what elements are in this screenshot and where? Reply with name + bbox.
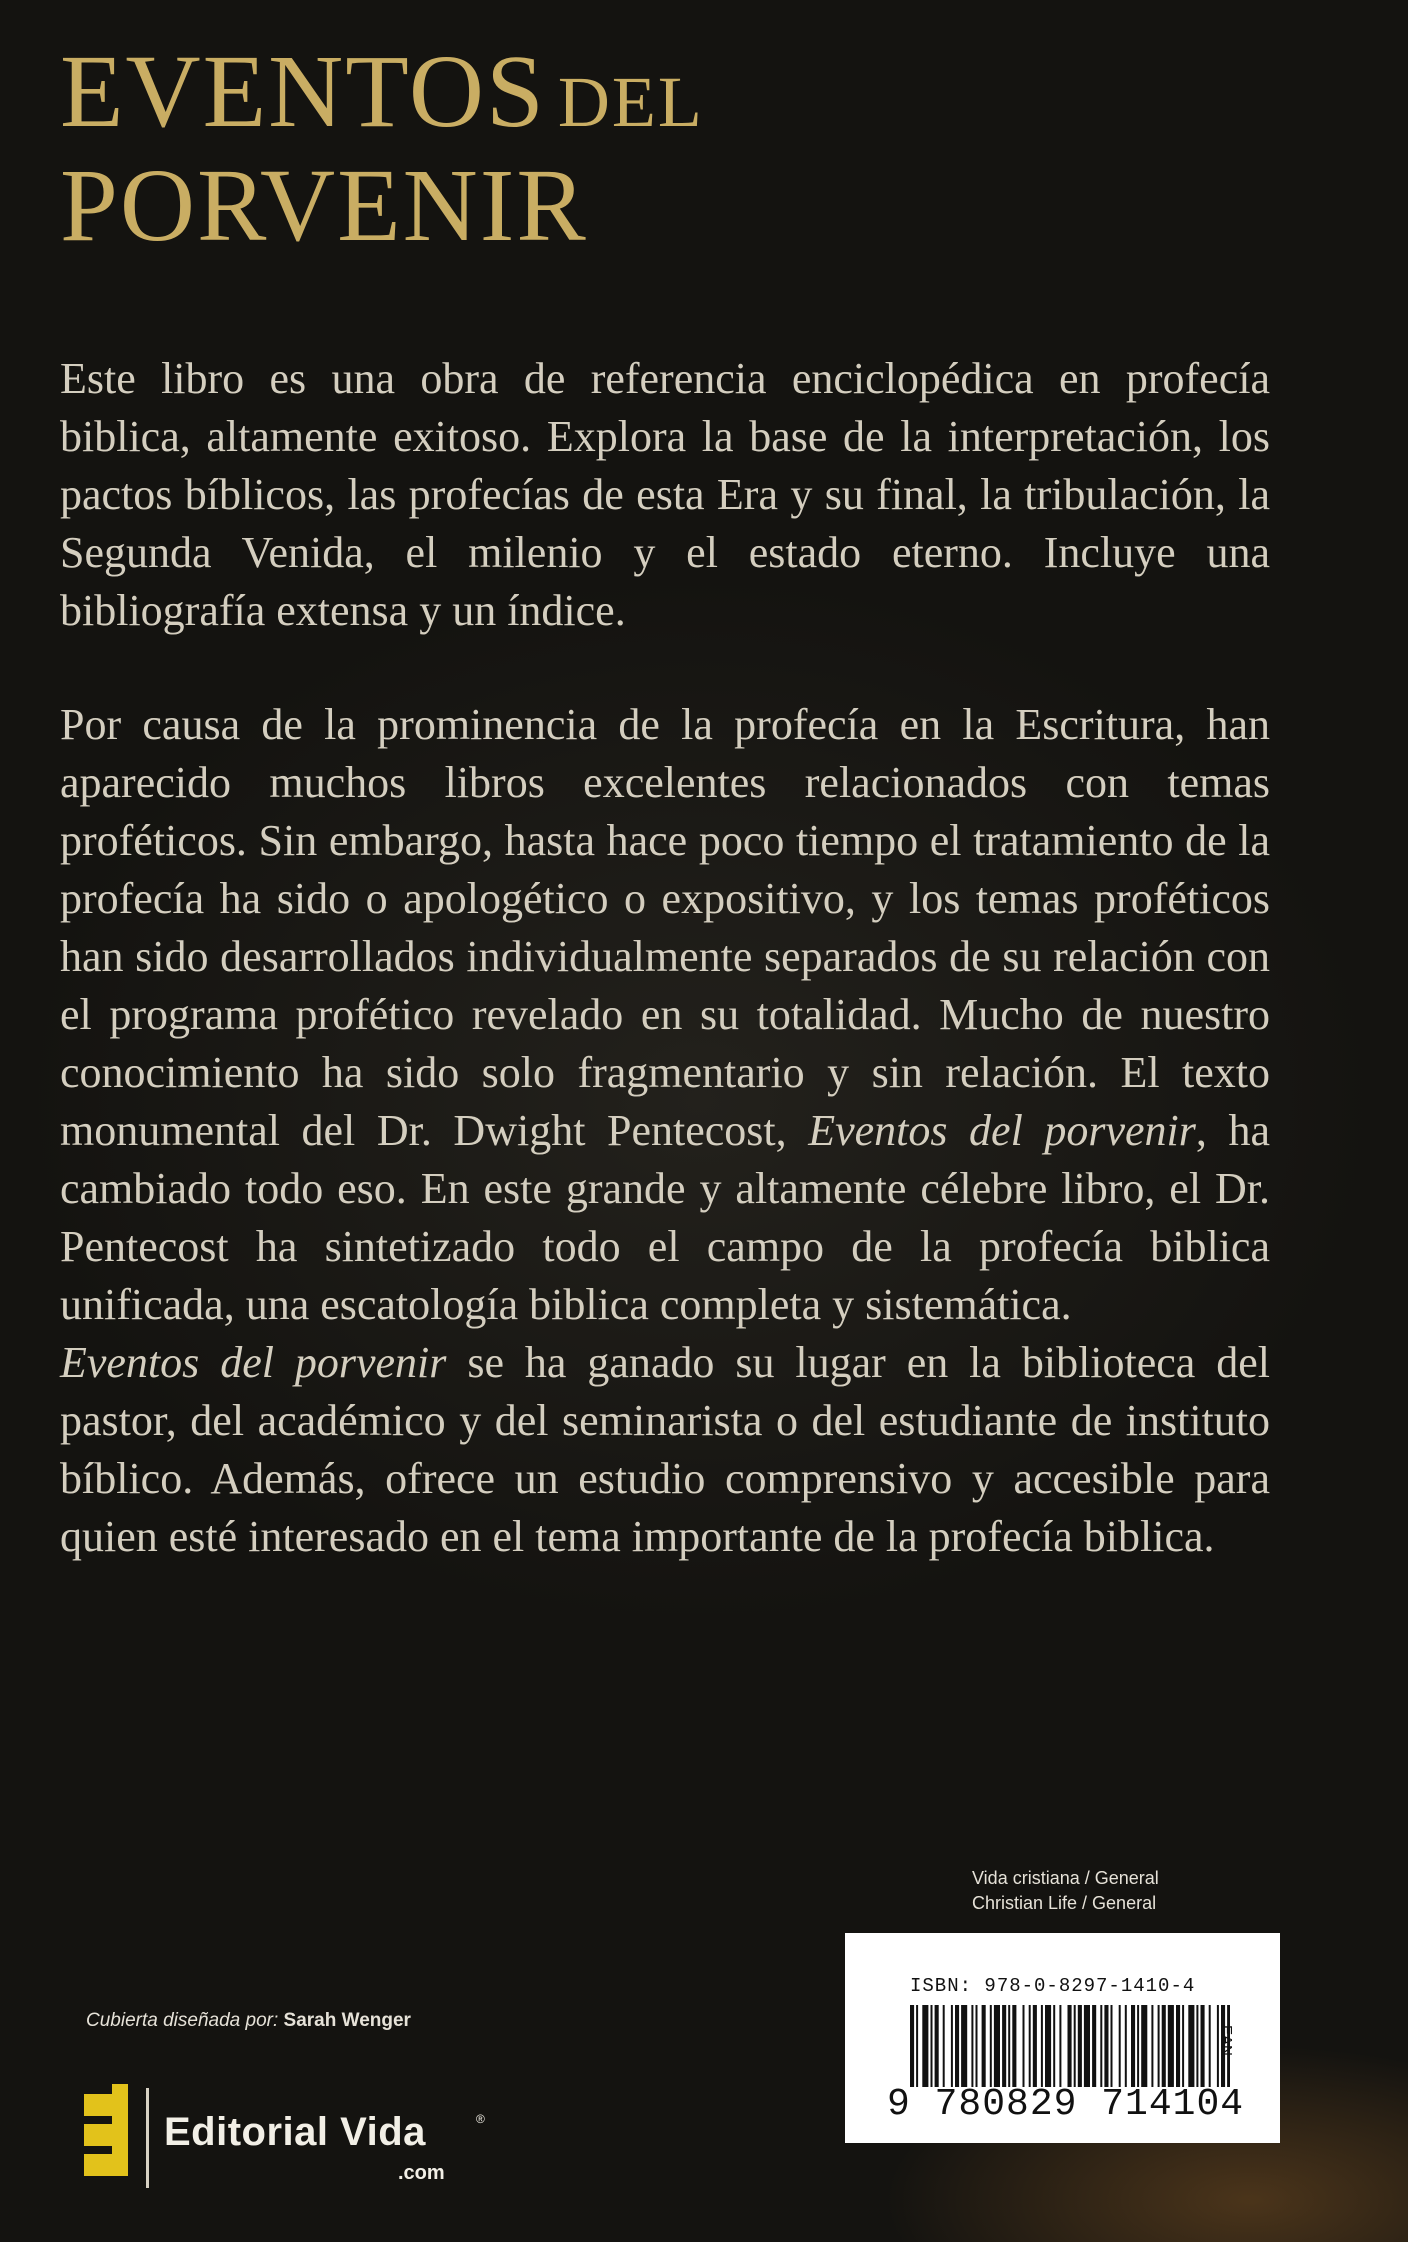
barcode-bar — [916, 2005, 918, 2087]
barcode-bar — [1119, 2005, 1121, 2087]
barcode-panel — [845, 1933, 1280, 2143]
publisher-logo — [84, 2084, 504, 2194]
barcode-bar — [976, 2005, 978, 2087]
publisher-dotcom: .com — [398, 2162, 445, 2184]
barcode-bar — [1162, 2005, 1166, 2087]
book-title-italic: Eventos del porvenir — [60, 1338, 447, 1387]
barcode-bar — [1084, 2005, 1090, 2087]
barcode-bar — [951, 2005, 953, 2087]
registered-mark: ® — [476, 2112, 485, 2126]
barcode-bar — [931, 2005, 933, 2087]
barcode-bar — [1053, 2005, 1055, 2087]
paragraph-2-text-end: , ha cambiado todo eso. En este grande y altamente célebre libro, el Dr. Pentecost ha sintetizado todo el campo de la profecía biblica unificada, una escatología biblica completa y sistemática. — [60, 1106, 1271, 1329]
synopsis-paragraph-1: Este libro es una obra de referencia enciclopédica en profecía biblica, altamente exitoso. Explora la base de la interpretación, los pactos bíblicos, las profecías de esta Era y su final, la tribulación, la Segunda Venida, el milenio y el estado eterno. Incluye una bibliografía extensa y un índice. — [60, 354, 1270, 635]
barcode-bar — [982, 2005, 986, 2087]
synopsis-paragraph-3 — [60, 1334, 1270, 1566]
barcode-bar — [1151, 2005, 1153, 2087]
barcode-bar — [961, 2005, 967, 2087]
category-english: Christian Life / General — [972, 1893, 1157, 1913]
barcode-bar — [1158, 2005, 1160, 2087]
barcode-bar — [1209, 2005, 1211, 2087]
credit-label: Cubierta diseñada por: — [86, 2010, 279, 2031]
book-title-italic: Eventos del porvenir — [808, 1106, 1196, 1155]
publisher-name: Editorial Vida — [164, 2110, 426, 2154]
barcode-bar — [1137, 2005, 1139, 2087]
barcode-bar — [1125, 2005, 1127, 2087]
paragraph-3-text: se ha ganado su lugar en la biblioteca del pastor, del académico y del seminarista o del estudiante de instituto bíblico. Además, ofrece un estudio comprensivo y accesible para quien esté interesado en el tema importante de la profecía biblica. — [60, 1338, 1270, 1561]
barcode-bar — [1182, 2005, 1184, 2087]
barcode-bar — [955, 2005, 959, 2087]
barcode-bar — [990, 2005, 992, 2087]
title-del: DEL — [557, 62, 704, 142]
barcode-bar — [1188, 2005, 1194, 2087]
barcode-bar — [1045, 2005, 1051, 2087]
paragraph-2-text-start: Por causa de la prominencia de la profecía en la Escritura, han aparecido muchos libros excelentes relacionados con temas proféticos. Sin embargo, hasta hace poco tiempo el tratamiento de la profecía ha sido o apologético o expositivo, y los temas proféticos han sido desarrollados individualmente separados de su relación con el programa profético revelado en su totalidad. Mucho de nuestro conocimiento ha sido solo fragmentario y sin relación. El texto monumental del Dr. Dwight Pentecost, — [60, 700, 1270, 1155]
category-spanish: Vida cristiana / General — [972, 1868, 1159, 1888]
ean-label: EAN — [1218, 2025, 1235, 2056]
designer-name: Sarah Wenger — [283, 2010, 411, 2031]
barcode-digits: 9 780829 714104 — [887, 2083, 1245, 2126]
barcode-bar — [910, 2005, 914, 2087]
barcode-bar — [1012, 2005, 1016, 2087]
synopsis — [60, 350, 1270, 1566]
barcode-bar — [1176, 2005, 1180, 2087]
barcode-bar — [1041, 2005, 1043, 2087]
barcode-bar — [1068, 2005, 1072, 2087]
barcode-bar — [1029, 2005, 1031, 2087]
barcode-bar — [1008, 2005, 1010, 2087]
barcode-bar — [943, 2005, 945, 2087]
barcode-bar — [1100, 2005, 1102, 2087]
book-title — [60, 34, 704, 263]
cover-design-credit — [86, 2010, 411, 2032]
barcode-bar — [1196, 2005, 1198, 2087]
barcode-bar — [971, 2005, 973, 2087]
barcode-bar — [1104, 2005, 1108, 2087]
barcode-bar — [1131, 2005, 1135, 2087]
barcode-bar — [1092, 2005, 1096, 2087]
logo-divider — [146, 2088, 149, 2188]
barcode-bar — [1078, 2005, 1082, 2087]
barcode-bar — [1002, 2005, 1006, 2087]
barcode-bar — [1168, 2005, 1174, 2087]
isbn-text: ISBN: 978-0-8297-1410-4 — [910, 1975, 1196, 1997]
barcode-bar — [935, 2005, 939, 2087]
barcode-bar — [994, 2005, 1000, 2087]
barcode-bar — [1201, 2005, 1205, 2087]
barcode-bar — [1074, 2005, 1076, 2087]
barcode-bars — [910, 2005, 1230, 2087]
synopsis-paragraph-2 — [60, 696, 1270, 1334]
barcode-bar — [1111, 2005, 1113, 2087]
barcode-bar — [1033, 2005, 1037, 2087]
barcode-bar — [1141, 2005, 1147, 2087]
bisac-category — [972, 1866, 1159, 1916]
barcode-bar — [1023, 2005, 1025, 2087]
title-eventos: EVENTOS — [60, 34, 546, 149]
title-porvenir: PORVENIR — [60, 148, 588, 263]
barcode-bar — [1059, 2005, 1061, 2087]
barcode-bar — [922, 2005, 928, 2087]
